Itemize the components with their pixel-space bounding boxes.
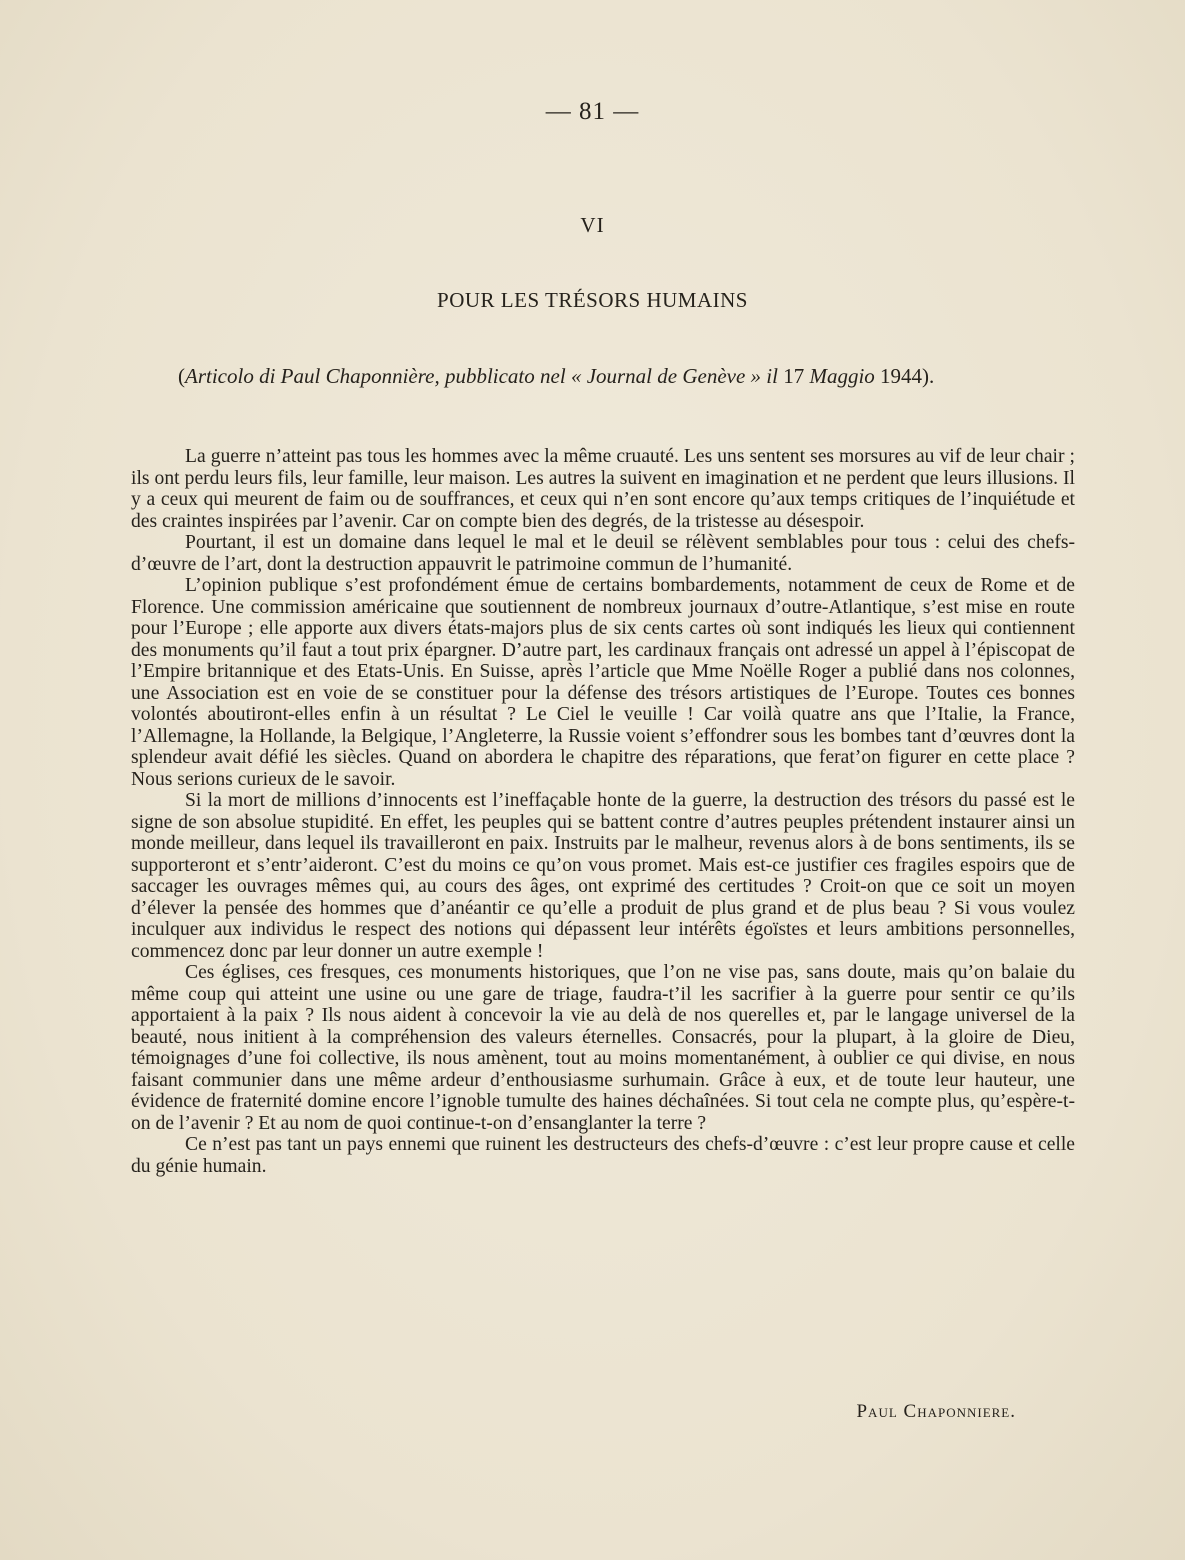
author-signature: Paul Chaponniere.	[856, 1401, 1016, 1422]
page-number: — 81 —	[545, 98, 640, 125]
source-note-intro: Articolo di Paul Chaponnière, pubblicato nel	[185, 364, 571, 388]
source-note-date-prefix: il	[761, 364, 784, 388]
chapter-title: POUR LES TRÉSORS HUMAINS	[437, 288, 748, 312]
paragraph-2: Pourtant, il est un domaine dans lequel le mal et le deuil se rélèvent semblables pour tous : celui des chefs-d’œuvre de l’art, dont la destruction appauvrit le patrimoine commun de l’humanité.	[131, 532, 1075, 575]
source-note	[178, 364, 1038, 389]
source-note-day: 17	[783, 364, 805, 388]
source-note-year: 1944	[880, 364, 923, 388]
paragraph-5: Ces églises, ces fresques, ces monuments historiques, que l’on ne vise pas, sans doute, mais qu’on balaie du même coup qui atteint une usine ou une gare de triage, faudra-t’il les sacrifier à la guerre pour sentir ce qu’ils apportaient à la paix ? Ils nous aident à concevoir la vie au delà de nos querelles et, par le langage universel de la beauté, nous initient à la compréhension des valeurs éternelles. Consacrés, pour la plupart, à la gloire de Dieu, témoignages d’une foi collective, ils nous amènent, tout au moins momentanément, à oublier ce qui divise, en nous faisant communier dans une même ardeur d’enthousiasme surhumain. Grâce à eux, et de toute leur hauteur, une évidence de fraternité domine encore l’ignoble tumulte des haines déchaînées. Si tout cela ne compte plus, qu’espère-t-on de l’avenir ? Et au nom de quoi continue-t-on d’ensanglanter la terre ?	[131, 962, 1075, 1134]
source-note-open: (	[178, 364, 185, 388]
source-note-month: Maggio	[804, 364, 881, 388]
article-body	[131, 446, 1075, 1177]
source-note-close: ).	[922, 364, 935, 388]
paragraph-6: Ce n’est pas tant un pays ennemi que ruinent les destructeurs des chefs-d’œuvre : c’est leur propre cause et celle du génie humain.	[131, 1134, 1075, 1177]
source-note-journal: « Journal de Genève »	[570, 364, 762, 388]
paragraph-1: La guerre n’atteint pas tous les hommes avec la même cruauté. Les uns sentent ses morsures au vif de leur chair ; ils ont perdu leurs fils, leur famille, leur maison. Les autres la suivent en imagination et ne perdent que leurs illusions. Il y a ceux qui meurent de faim ou de souffrances, et ceux qui n’en sont encore qu’aux temps critiques de l’inquiétude et des craintes inspirées par l’avenir. Car on compte bien des degrés, de la tristesse au désespoir.	[131, 446, 1075, 532]
paragraph-3: L’opinion publique s’est profondément émue de certains bombardements, notamment de ceux de Rome et de Florence. Une commission américaine que soutiennent de nombreux journaux d’outre-Atlantique, s’est mise en route pour l’Europe ; elle apporte aux divers états-majors plus de six cents cartes où sont indiqués les lieux qui contiennent des monuments qu’il faut a tout prix épargner. D’autre part, les cardinaux français ont adressé un appel à l’épiscopat de l’Empire britannique et des Etats-Unis. En Suisse, après l’article que Mme Noëlle Roger a publié dans nos colonnes, une Association est en voie de se constituer pour la défense des trésors artistiques de l’Europe. Toutes ces bonnes volontés aboutiront-elles enfin à un résultat ? Le Ciel le veuille ! Car voilà quatre ans que l’Italie, la France, l’Allemagne, la Hollande, la Belgique, l’Angleterre, la Russie voient s’effondrer sous les bombes tant d’œuvres dont la splendeur avait défié les siècles. Quand on abordera le chapitre des réparations, que ferat’on figurer en cette place ? Nous serions curieux de le savoir.	[131, 575, 1075, 790]
chapter-number: VI	[580, 213, 605, 237]
paragraph-4: Si la mort de millions d’innocents est l’ineffaçable honte de la guerre, la destruction des trésors du passé est le signe de son absolue stupidité. En effet, les peuples qui se battent contre d’autres peuples prétendent instaurer ainsi un monde meilleur, dans lequel ils travailleront en paix. Instruits par le malheur, revenus alors à de bons sentiments, ils se supporteront et s’entr’aideront. C’est du moins ce qu’on vous promet. Mais est-ce justifier ces fragiles espoirs que de saccager les ouvrages mêmes qui, au cours des âges, ont exprimé des certitudes ? Croit-on que ce soit un moyen d’élever la pensée des hommes que d’anéantir ce qu’elle a produit de plus grand et de plus beau ? Si vous voulez inculquer aux individus le respect des notions qui dépassent leur intérêts égoïstes et leurs ambitions personnelles, commencez donc par leur donner un autre exemple !	[131, 790, 1075, 962]
